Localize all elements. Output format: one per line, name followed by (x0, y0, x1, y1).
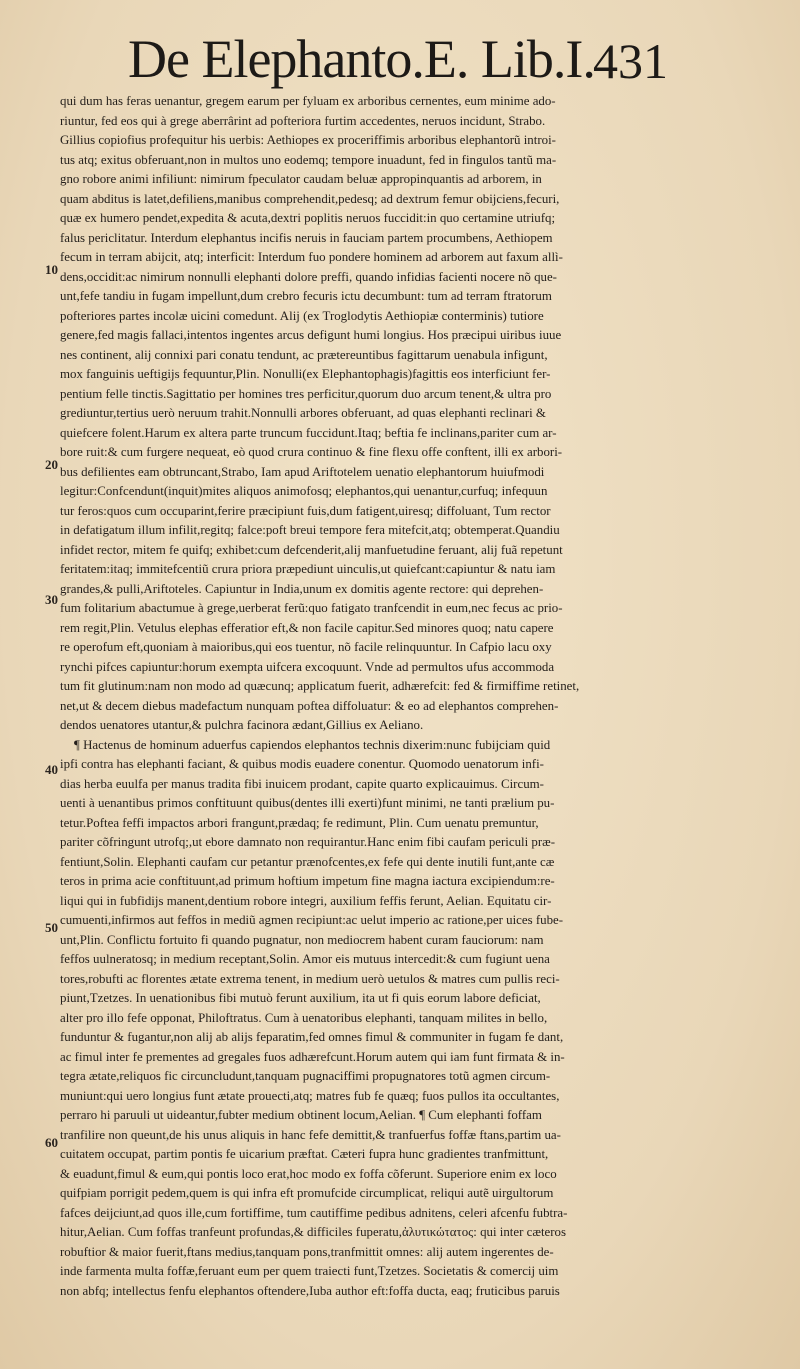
text-line: ipfi contra has elephanti faciant, & quibus modis euadere conentur. Quomodo uenatorum infi- (60, 757, 544, 771)
text-line: tus atq; exitus obferuant,non in multos uno eodemq; tempore inuadunt, fed in fingulos tantũ ma- (60, 152, 557, 167)
text-line: quam abditus is latet,defiliens,manibus comprehendit,pedesq; ad dextrum femur obijciens,fecuri, (60, 191, 560, 206)
text-line: Gillius copiofius profequitur his uerbis: Aethiopes ex proceriffimis arboribus elephantorũ introi- (60, 133, 556, 147)
text-line: tores,robufti ac florentes ætate extrema tenent, in medium uerò uetulos & matres cum pullis reci- (60, 971, 560, 986)
text-line: mox fanguinis ueftigijs fequuntur,Plin. Nonulli(ex Elephantophagis)fagittis eos interficiunt fer- (60, 367, 551, 381)
text-line: ¶ Hactenus de hominum aduerfus capiendos elephantos technis dixerim:nunc fubijciam quid (74, 737, 551, 752)
margin-line-number: 20 (45, 457, 58, 472)
text-line: re operofum eft,quoniam à maioribus,qui eos tuentur, nõ facile relinquuntur. In Cafpio lacu oxy (60, 640, 552, 654)
text-line: feritatem:itaq; immitefcentiũ crura priora præpediunt uinculis,ut quiefcant:capiuntur & natu iam (60, 562, 556, 576)
text-line: in defatigatum illum infilit,regitq; falce:poft breui tempore fera mitefcit,atq; obtemperat.Quandiu (60, 523, 560, 537)
margin-line-number: 40 (45, 762, 58, 777)
page-header (128, 28, 668, 90)
text-line: tranfilire non queunt,de his unus aliquis in hanc fefe demittit,& tranfuerfus foffæ ftans,partim ua- (60, 1127, 561, 1142)
text-line: cumuenti,infirmos aut feffos in mediũ agmen recipiunt:ac uelut imperio ac ratione,per uices fube- (60, 913, 564, 927)
text-line: tegra ætate,reliquos fic circuncludunt,tanquam pugnaciffimi propugnatores totũ agmen circum- (60, 1069, 551, 1083)
text-line: teros in prima acie conftituunt,ad primum hoftium impetum fine magna iactura excipiendum:re- (60, 874, 555, 888)
text-line: quiefcere folent.Harum ex altera parte truncum fuccidunt.Itaq; beftia fe inclinans,pariter cum ar- (60, 425, 557, 440)
text-line: riuntur, fed eos qui à grege aberrârint ad pofteriora furtim accedentes, neruos incidunt, Strabo. (60, 113, 546, 128)
text-line: muniunt:qui uero longius funt ætate prouecti,atq; matres fub fe quæq; fuos pullos ita occultantes, (60, 1088, 560, 1103)
page-number: 431 (593, 33, 668, 89)
text-line: non abfq; intellectus fenfu elephantos oftendere,Iuba author eft:foffa ducta, eaq; fruticibus paruis (60, 1283, 560, 1298)
text-line: tetur.Poftea feffi impactos arbori frangunt,prædaq; fe redimunt, Plin. Cum uenatu premuntur, (60, 815, 539, 830)
text-line: quæ ex humero pendet,expedita & acuta,dextri poplitis neruos fuccidit:in quo certamine utriufq; (60, 211, 556, 225)
text-line: dens,occidit:ac nimirum nonnulli elephanti dolore preffi, quando infidias facienti nocere nõ que- (60, 269, 557, 284)
text-line: funduntur & fugantur,non alij ab alijs feparatim,fed omnes fimul & communiter in fugam fe dant, (60, 1030, 564, 1044)
text-line: grediuntur,tertius uerò neruum trahit.Nonnulli arbores obferuant, ad quas elephanti reclinari & (60, 406, 546, 420)
text-line: gno robore animi infiliunt: nimirum fpeculator caudam beluæ appropinquantis ad arborem, in (60, 172, 542, 186)
text-line: grandes,& pulli,Ariftoteles. Capiuntur in India,unum ex domitis agente rectore: qui deprehen- (60, 581, 544, 596)
text-line: bus defilientes eam obtruncant,Strabo, Iam apud Ariftotelem uenatio elephantorum huiufmodi (60, 464, 545, 479)
text-line: unt,Plin. Conflictu fortuito fi quando pugnatur, non mediocrem habent curam fauciorum: nam (60, 932, 544, 947)
text-line: pariter cõfringunt utrofq;,ut ebore damnato non requirantur.Hanc enim fibi caufam periculi præ- (60, 835, 556, 849)
text-line: qui dum has feras uenantur, gregem earum per fyluam ex arboribus cernentes, eum minime ado- (60, 94, 556, 108)
text-line: tum fit glutinum:nam non modo ad quæcunq; applicatum fuerit, adhærefcit: fed & firmiffime retinet, (60, 679, 580, 693)
text-line: bore ruit:& cum furgere nequeat, eò quod crura continuo & fine flexu offe conftent, illi ex arbori- (60, 445, 563, 459)
text-line: liqui qui in fubfidijs manent,dentium robore integri, auxilium feffis ferunt, Aelian. Equitatu cir- (60, 893, 552, 908)
text-line: inde farmenta multa foffæ,feruant eum per quem traiecti funt,Tzetzes. Societatis & comercij uim (60, 1264, 559, 1278)
text-line: ac fimul inter fe prementes ad gregales fuos adhærefcunt.Horum autem qui iam funt firmata & in- (60, 1049, 565, 1064)
text-line: uenti à uenantibus primos conftituunt quibus(dentes illi exerti)funt minimi, ne tanti prælium pu- (60, 796, 555, 810)
text-line: pentium felle tinctis.Sagittatio per homines tres perficitur,quorum duo arcum tenent,& ultra pro (60, 386, 552, 401)
text-line: cuitatem occupat, partim pontis fe uicarium præftat. Cæteri fupra hunc gradientes tranfmittunt, (60, 1147, 549, 1161)
text-line: pofteriores partes incolæ uicini comedunt. Alij (ex Troglodytis Aethiopiæ conterminis) tutiore (60, 308, 544, 323)
body-text (60, 92, 732, 1301)
text-line: hitur,Aelian. Cum foffas tranfeunt profundas,& difficiles fuperatu,ἀλυτικώτατος: qui inter cæteros (60, 1225, 567, 1239)
text-line: tur feros:quos cum occuparint,ferire præcipiunt fuis,dum fatigent,uiresq; diffoluant, Tum rector (60, 503, 551, 518)
text-line: dias herba euulfa per manus tradita fibi inuicem prodant, capite quarto explicauimus. Circum- (60, 776, 544, 791)
text-line: & euadunt,fimul & eum,qui pontis loco erat,hoc modo ex foffa cõferunt. Superiore enim ex loco (60, 1166, 557, 1181)
text-line: dendos uenatores utantur,& pulchra facinora ædant,Gillius ex Aeliano. (60, 718, 424, 732)
text-line: fecum in terram abijcit, atq; interficit: Interdum fuo pondere hominem ad arborem aut faxum allì- (60, 250, 563, 264)
text-line: piunt,Tzetzes. In uenationibus fibi mutuò ferunt auxilium, ita ut fi quis eorum labore deficiat, (60, 991, 541, 1005)
text-line: rynchi pifces capiuntur:horum exempta uifcera excoquunt. Vnde ad permultos ufus accommoda (60, 659, 555, 674)
text-line: robuftior & maior fuerit,ftans medius,tanquam pons,tranfmittit omnes: alij autem ingerentes de- (60, 1244, 554, 1259)
text-line: quifpiam porrigit pedem,quem is qui infra eft promufcide circumplicat, reliqui autẽ uirgultorum (60, 1186, 554, 1200)
text-line: genere,fed magis fallaci,intentos ingentes arcus defigunt humi longius. Hos præcipui uiribus iuue (60, 328, 562, 342)
margin-line-number: 60 (45, 1135, 58, 1150)
margin-line-number: 30 (45, 592, 58, 607)
text-line: fentiunt,Solin. Elephanti caufam cur petantur prænofcentes,ex fefe qui dente inutili funt,ante cæ (60, 854, 555, 869)
text-line: unt,fefe tandiu in fugam impellunt,dum crebro fecuris ictu decumbunt: tum ad terram ftratorum (60, 289, 552, 303)
text-line: net,ut & decem diebus madefactum nunquam poftea diffoluatur: & eo ad elephantos comprehen- (60, 698, 559, 713)
text-line: feffos uulneratosq; in medium receptant,Solin. Amor eis mutuus intercedit:& cum fugiunt uena (60, 952, 550, 966)
text-line: fafces deijciunt,ad quos ille,cum fortiffime, tum cautiffime pedibus adnitens, celeri afcenfu fubtra- (60, 1205, 568, 1220)
margin-line-number: 10 (45, 262, 58, 277)
running-title: De Elephanto.E. Lib.I. (128, 29, 595, 89)
text-line: nes continent, alij connixi pari conatu tendunt, ac prætereuntibus fagittarum uenabula infigunt, (60, 347, 548, 362)
text-line: legitur:Confcendunt(inquit)mites aliquos animofosq; elephantos,qui uenantur,curfuq; infequun (60, 484, 548, 498)
margin-line-number: 50 (45, 920, 58, 935)
text-line: fum folitarium abactumue à grege,uerberat ferũ:quo fatigato tranfcendit in eum,nec fecus ac prio- (60, 601, 563, 615)
text-line: alter pro illo fefe opponat, Philoftratus. Cum à uenatoribus elephanti, tanquam milites in bello, (60, 1010, 548, 1025)
text-line: infidet rector, mitem fe quifq; exhibet:cum defcenderit,alij manfuetudine feruant, alij fuã repetunt (60, 542, 563, 557)
text-line: perraro hi paruuli ut uideantur,fubter medium obtinent locum,Aelian. ¶ Cum elephanti foffam (60, 1108, 542, 1122)
text-line: rem regit,Plin. Vetulus elephas efferatior eft,& non facile capitur.Sed minores quoq; natu capere (60, 620, 554, 635)
text-line: falus periclitatur. Interdum elephantus incifis neruis in fauciam partem procumbens, Aethiopem (60, 230, 553, 245)
